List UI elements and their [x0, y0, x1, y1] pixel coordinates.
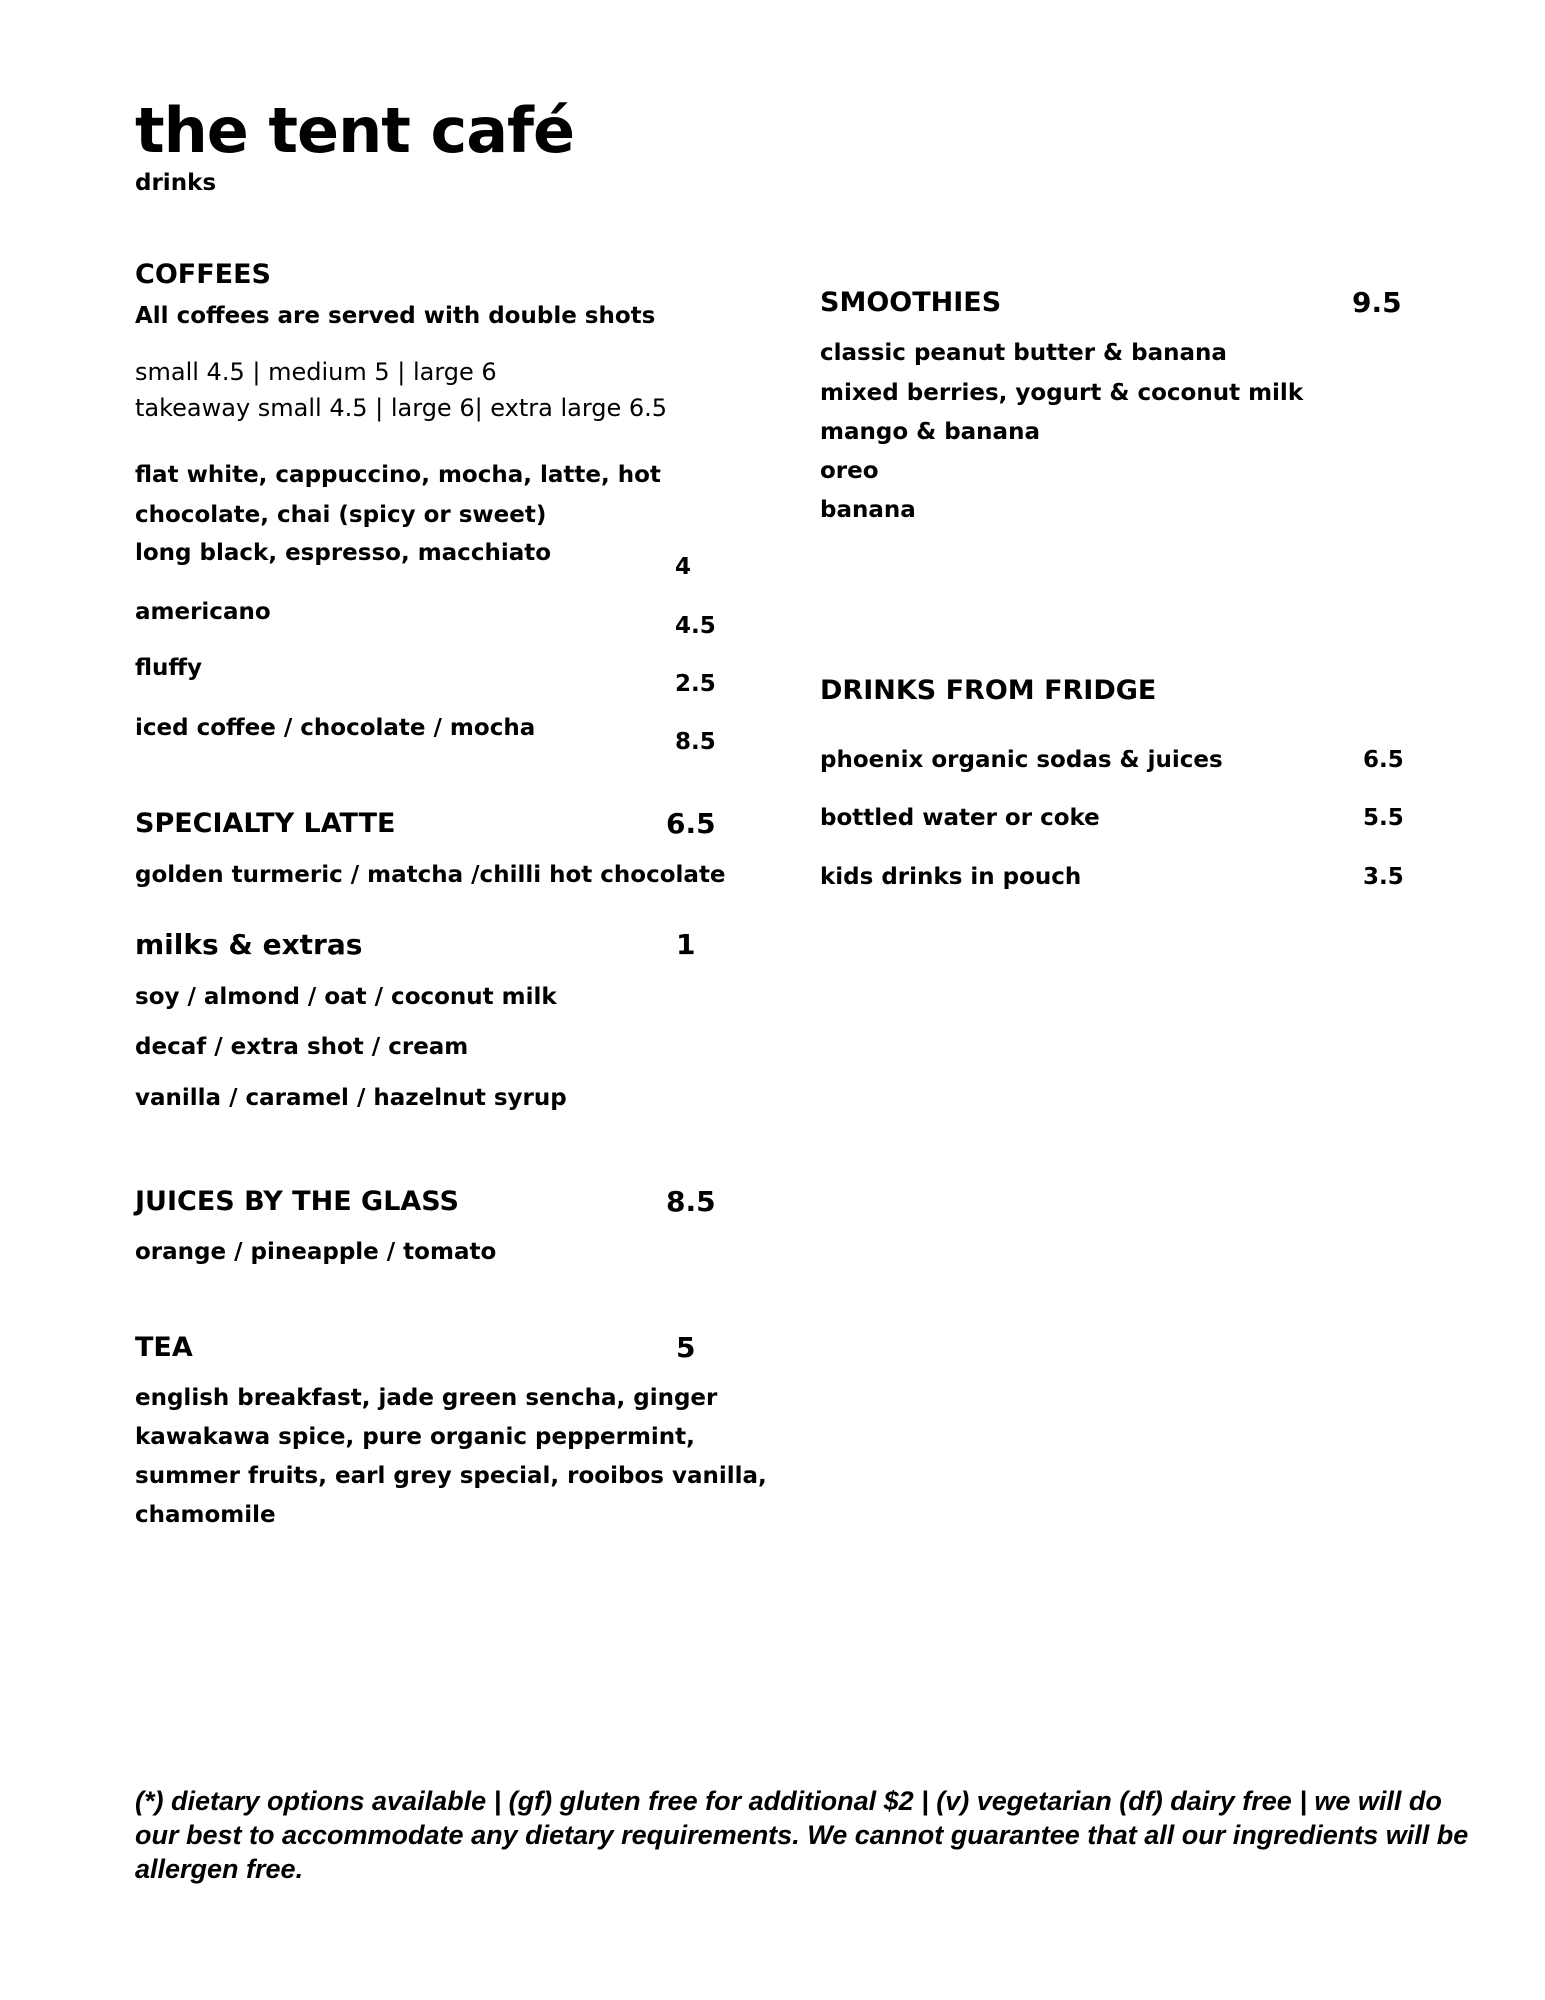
juices-heading: JUICES BY THE GLASS	[135, 1186, 459, 1217]
coffee-item-name: americano	[135, 599, 271, 625]
coffee-item-price: 4	[675, 554, 692, 580]
specialty-latte-items: golden turmeric / matcha /chilli hot chocolate	[135, 862, 726, 888]
juices-price: 8.5	[666, 1185, 716, 1218]
milks-extras-heading: milks & extras	[135, 928, 363, 961]
smoothie-item: mixed berries, yogurt & coconut milk	[820, 380, 1304, 406]
coffees-heading: COFFEES	[135, 259, 271, 290]
tea-line: summer fruits, earl grey special, rooibos vanilla,	[135, 1463, 767, 1489]
coffee-item-price: 4.5	[675, 613, 716, 639]
milks-extras-line: soy / almond / oat / coconut milk	[135, 984, 557, 1010]
tea-price: 5	[676, 1331, 696, 1364]
coffee-item-name: fluffy	[135, 655, 203, 681]
coffee-item-name: long black, espresso, macchiato	[135, 540, 552, 566]
coffee-item-price: 2.5	[675, 671, 716, 697]
smoothies-heading: SMOOTHIES	[820, 287, 1002, 318]
coffees-main-items-line-2: chocolate, chai (spicy or sweet)	[135, 502, 547, 528]
fridge-heading: DRINKS FROM FRIDGE	[820, 675, 1157, 706]
milks-extras-price: 1	[676, 928, 696, 961]
smoothie-item: mango & banana	[820, 419, 1040, 445]
milks-extras-line: decaf / extra shot / cream	[135, 1034, 469, 1060]
smoothie-item: oreo	[820, 458, 879, 484]
coffee-item-name: iced coffee / chocolate / mocha	[135, 715, 536, 741]
specialty-latte-price: 6.5	[666, 807, 716, 840]
milks-extras-line: vanilla / caramel / hazelnut syrup	[135, 1085, 567, 1111]
tea-heading: TEA	[135, 1332, 193, 1363]
smoothie-item: classic peanut butter & banana	[820, 340, 1227, 366]
specialty-latte-heading: SPECIALTY LATTE	[135, 808, 396, 839]
fridge-item-price: 3.5	[1363, 864, 1404, 890]
fridge-item-price: 5.5	[1363, 805, 1404, 831]
coffees-sizes-line-1: small 4.5 | medium 5 | large 6	[135, 358, 497, 386]
fridge-item-name: phoenix organic sodas & juices	[820, 747, 1223, 773]
page-title: the tent café	[135, 94, 575, 167]
fridge-item-price: 6.5	[1363, 747, 1404, 773]
fridge-item-name: bottled water or coke	[820, 805, 1100, 831]
fridge-item-name: kids drinks in pouch	[820, 864, 1082, 890]
coffees-main-items-line-1: flat white, cappuccino, mocha, latte, hot	[135, 462, 661, 488]
smoothies-price: 9.5	[1352, 286, 1402, 319]
page-subtitle: drinks	[135, 170, 217, 196]
tea-line: english breakfast, jade green sencha, ginger	[135, 1385, 718, 1411]
coffees-note: All coffees are served with double shots	[135, 303, 656, 329]
tea-line: kawakawa spice, pure organic peppermint,	[135, 1424, 695, 1450]
smoothie-item: banana	[820, 497, 916, 523]
coffee-item-price: 8.5	[675, 729, 716, 755]
dietary-footer-note: (*) dietary options available | (gf) gluten free for additional $2 | (v) vegetarian (df) dairy free | we will do our best to accommodate any dietary requirements. We cannot guarantee that all our ingredients will be allergen free.	[135, 1786, 1469, 1884]
coffees-sizes-line-2: takeaway small 4.5 | large 6| extra large 6.5	[135, 394, 668, 422]
juices-items: orange / pineapple / tomato	[135, 1239, 497, 1265]
tea-line: chamomile	[135, 1502, 276, 1528]
